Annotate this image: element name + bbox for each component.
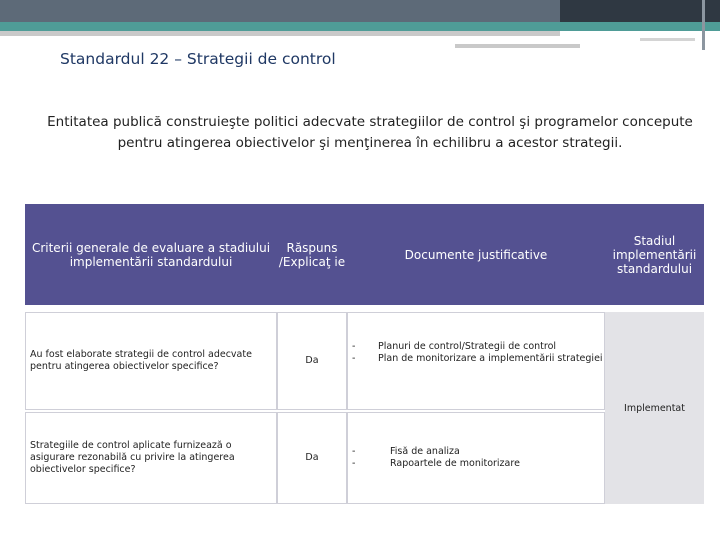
header-criteria	[25, 204, 277, 305]
top-banner-accent	[560, 0, 720, 22]
status-cell	[605, 312, 704, 504]
page-title: Standardul 22 – Strategii de control	[60, 50, 336, 68]
header-answer	[277, 204, 347, 305]
gray-stripe	[0, 31, 560, 36]
list-item	[352, 353, 603, 365]
criterion-text: Au fost elaborate strategii de control adecvate pentru atingerea obiectivelor specifice?	[30, 349, 252, 372]
documents-list	[352, 446, 520, 470]
header-answer-label: Răspuns /Explicaţ ie	[278, 240, 346, 269]
document-text: Plan de monitorizare a implementării strategiei	[378, 353, 603, 364]
header-documents	[347, 204, 605, 305]
list-bullet: -	[352, 341, 356, 352]
document-text: Planuri de control/Strategii de control	[378, 341, 557, 352]
intro-paragraph: Entitatea publică construieşte politici adecvate strategiilor de control şi programelor concepute pentru atingerea obiectivelor şi menţinerea în echilibru a acestor strategii.	[47, 114, 693, 151]
table-row-2-criterion	[25, 412, 277, 504]
answer-text: Da	[305, 355, 319, 366]
documents-list	[352, 341, 603, 365]
gray-stripe-short	[455, 44, 580, 48]
answer-text: Da	[305, 452, 319, 463]
list-item	[352, 341, 603, 353]
status-value: Implementat	[624, 402, 685, 414]
header-criteria-label: Criterii generale de evaluare a stadiului implementării standardului	[31, 240, 271, 269]
table-row-2-documents	[347, 412, 605, 504]
document-text: Fisă de analiza	[390, 446, 460, 457]
right-edge-line	[702, 0, 705, 50]
table-row-1-criterion	[25, 312, 277, 410]
header-status-label: Stadiul implementării standardului	[612, 233, 697, 276]
criterion-text: Strategiile de control aplicate furnizează o asigurare rezonabilă cu privire la atingerea obiectivelor specifice?	[30, 440, 235, 475]
header-documents-label: Documente justificative	[404, 247, 548, 262]
document-text: Rapoartele de monitorizare	[390, 458, 520, 469]
list-bullet: -	[352, 458, 356, 469]
header-status	[605, 204, 704, 305]
list-bullet: -	[352, 353, 356, 364]
list-item	[352, 458, 520, 470]
list-bullet: -	[352, 446, 356, 457]
table-row-2-answer	[277, 412, 347, 504]
gray-stripe-right	[640, 38, 695, 41]
table-row-1-answer	[277, 312, 347, 410]
table-row-1-documents	[347, 312, 605, 410]
teal-stripe	[0, 22, 720, 31]
list-item	[352, 446, 520, 458]
